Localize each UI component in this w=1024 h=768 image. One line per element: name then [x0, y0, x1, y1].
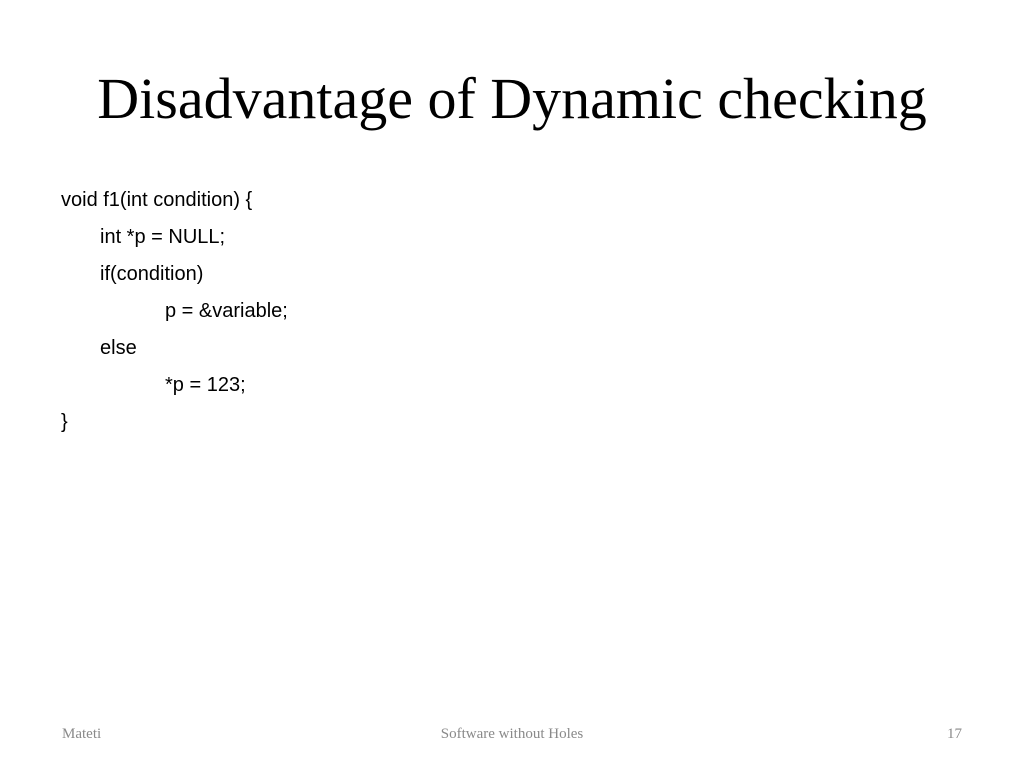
code-block: [61, 182, 288, 441]
code-line: if(condition): [100, 263, 204, 285]
slide-title: Disadvantage of Dynamic checking: [97, 66, 927, 131]
code-line: int *p = NULL;: [100, 226, 226, 248]
footer-page-number: 17: [947, 726, 962, 742]
code-line: *p = 123;: [165, 374, 246, 396]
footer-author: Mateti: [62, 726, 102, 742]
footer-course-title: Software without Holes: [440, 726, 584, 742]
code-line: else: [100, 337, 137, 359]
code-line: p = &variable;: [165, 300, 288, 322]
code-line: }: [61, 411, 68, 433]
code-line: void f1(int condition) {: [61, 189, 253, 211]
